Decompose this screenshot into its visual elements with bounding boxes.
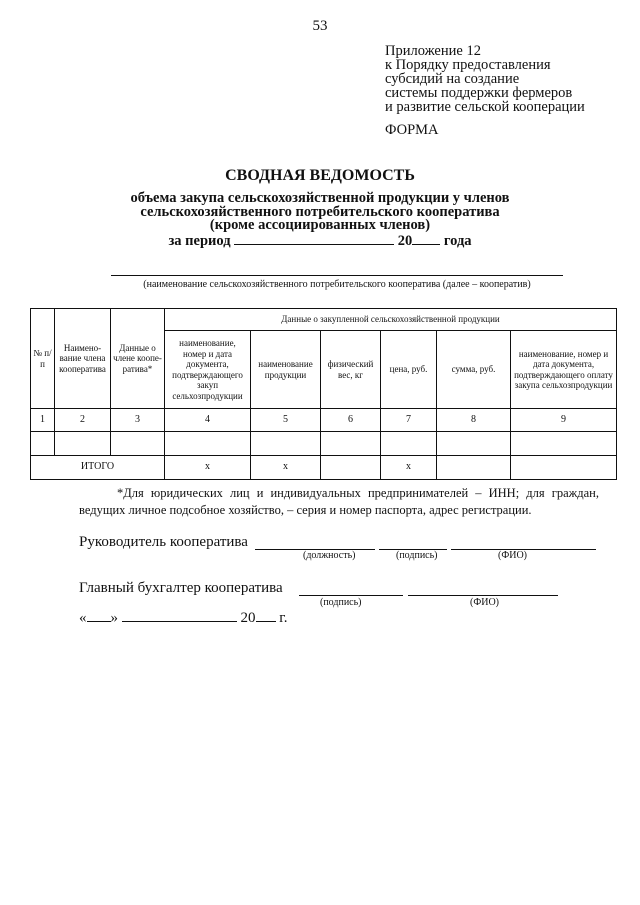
date-line	[79, 609, 287, 627]
accountant-name-field[interactable]	[408, 595, 558, 596]
table-number-row	[31, 409, 617, 432]
head-caption-position: (должность)	[303, 550, 356, 561]
appendix-line: к Порядку предоставления	[385, 57, 551, 73]
period-suffix: года	[443, 233, 472, 249]
total-weight[interactable]	[321, 456, 381, 480]
column-number: 3	[111, 409, 165, 432]
column-number: 2	[55, 409, 111, 432]
period-range-field[interactable]	[234, 232, 394, 245]
date-open-quote: «	[79, 610, 87, 626]
head-signature-label: Руководитель кооператива	[79, 534, 248, 550]
table-cell[interactable]	[437, 432, 511, 456]
accountant-signature-field[interactable]	[299, 595, 403, 596]
subtitle-line: (кроме ассоциированных членов)	[209, 217, 431, 233]
header-product-name: наименование продукции	[251, 331, 321, 409]
table-cell[interactable]	[165, 432, 251, 456]
total-product-name: x	[251, 456, 321, 480]
total-price: x	[381, 456, 437, 480]
appendix-line: системы поддержки фермеров	[385, 85, 573, 101]
table-header-row	[31, 309, 617, 331]
header-payment-doc: наименование, номер и дата документа, подтверждающего оплату закупа сельхозпродукции	[511, 331, 617, 409]
header-weight: физический вес, кг	[321, 331, 381, 409]
table-cell[interactable]	[111, 432, 165, 456]
form-label: ФОРМА	[385, 122, 439, 138]
total-label: ИТОГО	[31, 456, 165, 480]
header-price: цена, руб.	[381, 331, 437, 409]
appendix-line: и развитие сельской кооперации	[385, 99, 585, 115]
header-member-data: Данные о члене коопе-ратива*	[111, 309, 165, 409]
date-year-field[interactable]	[256, 609, 276, 622]
appendix-line: субсидий на создание	[385, 71, 520, 87]
period-prefix: за период	[168, 233, 231, 249]
column-number: 9	[511, 409, 617, 432]
document-title: СВОДНАЯ ВЕДОМОСТЬ	[225, 167, 415, 184]
column-number: 4	[165, 409, 251, 432]
table-total-row	[31, 456, 617, 480]
period-line	[0, 232, 640, 250]
table-cell[interactable]	[511, 432, 617, 456]
head-caption-name: (ФИО)	[498, 550, 528, 561]
header-purchase-doc: наименование, номер и дата документа, подтверждающего закуп сельхозпродукции	[165, 331, 251, 409]
cooperative-name-caption: (наименование сельскохозяйственного потребительского кооператива (далее – кооператив)	[143, 279, 531, 290]
accountant-caption-name: (ФИО)	[470, 597, 500, 608]
table-row	[31, 432, 617, 456]
subtitle-line: сельскохозяйственного потребительского кооператива	[140, 203, 500, 220]
purchase-table	[30, 308, 617, 480]
document-subtitle	[0, 192, 640, 233]
column-number: 1	[31, 409, 55, 432]
cooperative-name-field[interactable]	[111, 275, 563, 276]
subtitle-line: объема закупа сельскохозяйственной продукции у членов	[130, 190, 510, 206]
page-number: 53	[312, 18, 328, 34]
table-cell[interactable]	[55, 432, 111, 456]
appendix-line: Приложение 12	[385, 43, 481, 59]
accountant-caption-signature: (подпись)	[320, 597, 362, 608]
period-year-prefix: 20	[397, 233, 413, 249]
table-cell[interactable]	[251, 432, 321, 456]
date-close-quote: »	[110, 610, 118, 626]
table-cell[interactable]	[31, 432, 55, 456]
period-year-field[interactable]	[412, 232, 440, 245]
date-suffix: г.	[279, 610, 288, 626]
header-sum: сумма, руб.	[437, 331, 511, 409]
total-sum[interactable]	[437, 456, 511, 480]
date-day-field[interactable]	[87, 609, 111, 622]
header-group: Данные о закупленной сельскохозяйственной продукции	[165, 309, 617, 331]
total-payment-doc[interactable]	[511, 456, 617, 480]
column-number: 7	[381, 409, 437, 432]
date-month-field[interactable]	[122, 609, 237, 622]
accountant-signature-label: Главный бухгалтер кооператива	[79, 580, 283, 596]
header-member-name: Наимено-вание члена кооператива	[55, 309, 111, 409]
table-cell[interactable]	[381, 432, 437, 456]
column-number: 5	[251, 409, 321, 432]
appendix-block	[385, 44, 585, 114]
total-purchase-doc: x	[165, 456, 251, 480]
date-year-prefix: 20	[240, 610, 256, 626]
footnote: *Для юридических лиц и индивидуальных предпринимателей – ИНН; для граждан, ведущих личное подсобное хозяйство, – серия и номер паспорта, адрес регистрации.	[79, 486, 599, 517]
head-caption-signature: (подпись)	[396, 550, 438, 561]
column-number: 6	[321, 409, 381, 432]
table-cell[interactable]	[321, 432, 381, 456]
header-index: № п/п	[31, 309, 55, 409]
column-number: 8	[437, 409, 511, 432]
